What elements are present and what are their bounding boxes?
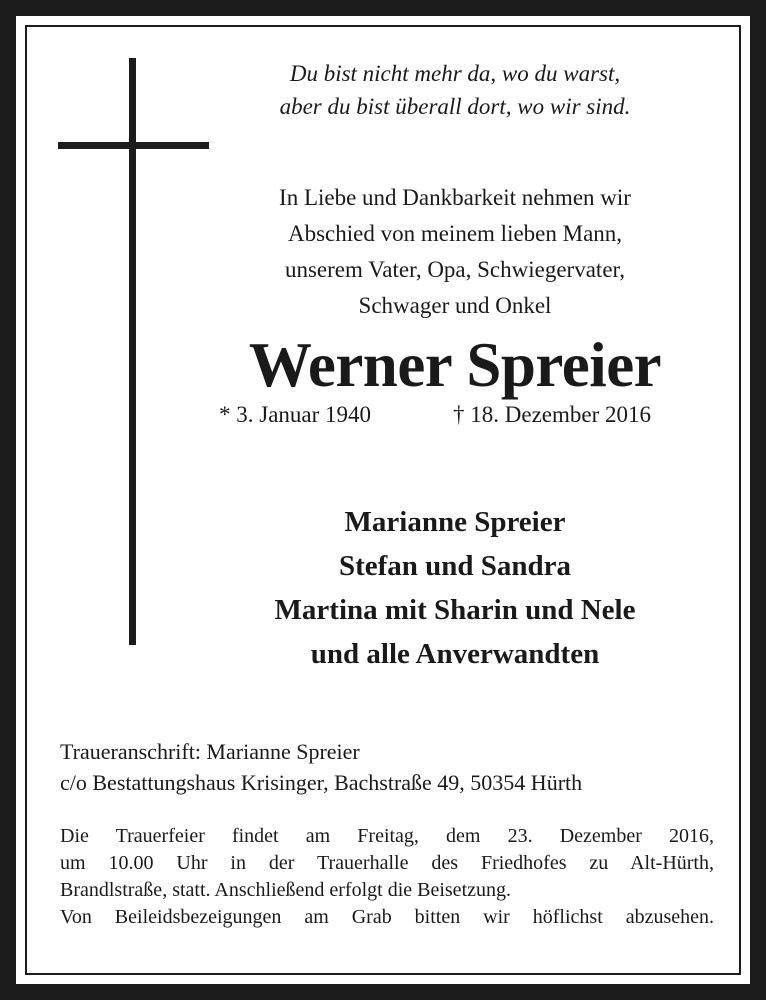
address-line-2: c/o Bestattungshaus Krisinger, Bachstraße 49, 50354 Hürth bbox=[60, 770, 583, 795]
mourner-line: Marianne Spreier bbox=[344, 506, 566, 538]
mourner-line: und alle Anverwandten bbox=[310, 638, 600, 670]
address-line-1: Traueranschrift: Marianne Spreier bbox=[60, 739, 360, 764]
service-line: um 10.00 Uhr in der Trauerhalle des Friedhofes zu Alt-Hürth, bbox=[60, 852, 714, 874]
funeral-service-info bbox=[60, 823, 714, 931]
intro-line: unserem Vater, Opa, Schwiegervater, bbox=[284, 257, 626, 282]
intro-line: Schwager und Onkel bbox=[358, 293, 552, 318]
mourning-address bbox=[60, 736, 720, 798]
cross-horizontal-bar bbox=[58, 142, 209, 149]
intro-line: Abschied von meinem lieben Mann, bbox=[287, 221, 623, 246]
memorial-quote bbox=[215, 57, 695, 123]
mourners-list bbox=[205, 500, 705, 676]
mourner-line: Stefan und Sandra bbox=[338, 550, 572, 582]
birth-date: * 3. Januar 1940 bbox=[219, 402, 372, 427]
service-line: Die Trauerfeier findet am Freitag, dem 23. Dezember 2016, bbox=[60, 825, 714, 847]
intro-text bbox=[205, 180, 705, 324]
deceased-name: Werner Spreier bbox=[248, 330, 662, 400]
service-line: Brandlstraße, statt. Anschließend erfolgt die Beisetzung. bbox=[60, 879, 511, 901]
mourner-line: Martina mit Sharin und Nele bbox=[274, 594, 636, 626]
quote-line: aber du bist überall dort, wo wir sind. bbox=[279, 94, 631, 119]
death-date: † 18. Dezember 2016 bbox=[453, 402, 651, 427]
quote-line: Du bist nicht mehr da, wo du warst, bbox=[289, 61, 621, 86]
service-line: Von Beileidsbezeigungen am Grab bitten wir höflichst abzusehen. bbox=[60, 906, 714, 928]
intro-line: In Liebe und Dankbarkeit nehmen wir bbox=[279, 185, 631, 210]
